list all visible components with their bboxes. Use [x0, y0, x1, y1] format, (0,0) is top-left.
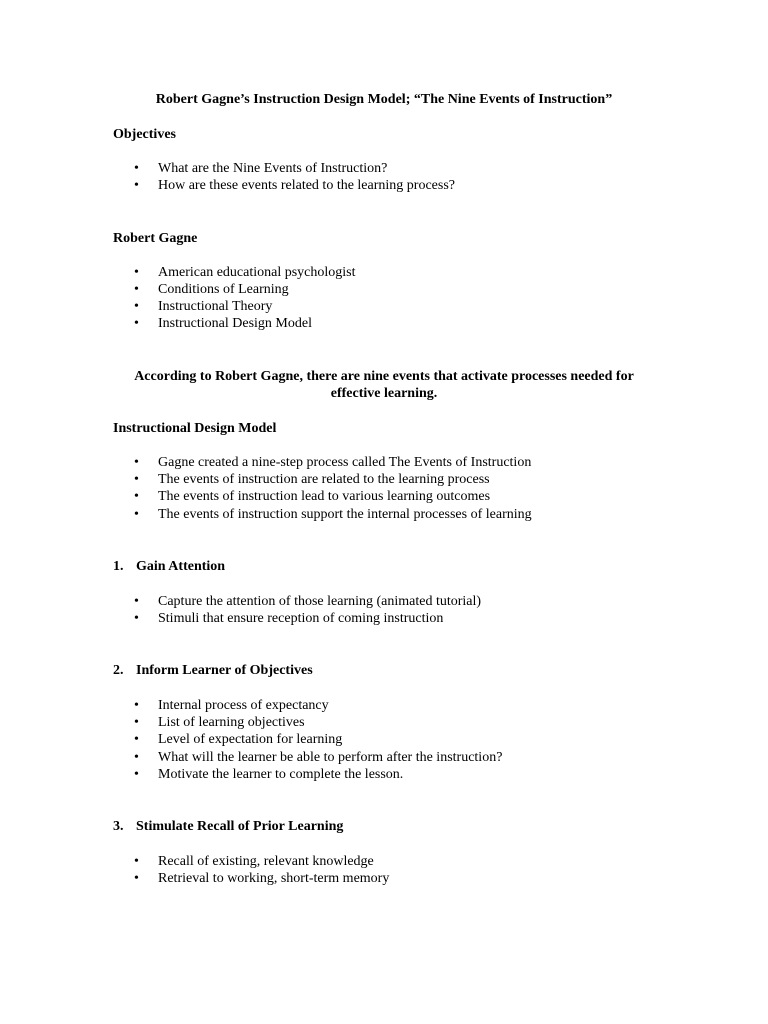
- list-item: American educational psychologist: [158, 265, 356, 280]
- list-item: What are the Nine Events of Instruction?: [158, 161, 388, 176]
- bullet-marker: •: [134, 265, 139, 280]
- bullet-marker: •: [134, 611, 139, 626]
- bullet-marker: •: [134, 854, 139, 869]
- event-number: 1.: [113, 559, 124, 574]
- list-item: Gagne created a nine-step process called The Events of Instruction: [158, 455, 532, 470]
- list-item: The events of instruction lead to various learning outcomes: [158, 489, 491, 504]
- list-item: List of learning objectives: [158, 715, 305, 730]
- event-title: Inform Learner of Objectives: [136, 663, 313, 678]
- list-item: Conditions of Learning: [158, 282, 289, 297]
- bullet-marker: •: [134, 750, 139, 765]
- bullet-marker: •: [134, 316, 139, 331]
- event-title: Stimulate Recall of Prior Learning: [136, 819, 344, 834]
- event-number: 3.: [113, 819, 124, 834]
- list-item: Level of expectation for learning: [158, 732, 343, 747]
- bullet-marker: •: [134, 732, 139, 747]
- list-item: What will the learner be able to perform after the instruction?: [158, 750, 503, 765]
- bullet-marker: •: [134, 871, 139, 886]
- list-item: Instructional Design Model: [158, 316, 312, 331]
- statement-line-2: effective learning.: [330, 386, 438, 401]
- bullet-marker: •: [134, 161, 139, 176]
- bullet-marker: •: [134, 455, 139, 470]
- bullet-marker: •: [134, 698, 139, 713]
- list-item: Retrieval to working, short-term memory: [158, 871, 390, 886]
- list-item: How are these events related to the learning process?: [158, 178, 455, 193]
- bullet-marker: •: [134, 715, 139, 730]
- bullet-marker: •: [134, 489, 139, 504]
- bullet-marker: •: [134, 472, 139, 487]
- list-item: Instructional Theory: [158, 299, 273, 314]
- list-item: Capture the attention of those learning (animated tutorial): [158, 594, 482, 609]
- document-title: Robert Gagne’s Instruction Design Model; “The Nine Events of Instruction”: [155, 92, 613, 107]
- robert-gagne-heading: Robert Gagne: [113, 231, 198, 246]
- event-title: Gain Attention: [136, 559, 226, 574]
- bullet-marker: •: [134, 594, 139, 609]
- list-item: Stimuli that ensure reception of coming instruction: [158, 611, 444, 626]
- bullet-marker: •: [134, 767, 139, 782]
- bullet-marker: •: [134, 282, 139, 297]
- list-item: Motivate the learner to complete the lesson.: [158, 767, 404, 782]
- event-number: 2.: [113, 663, 124, 678]
- objectives-heading: Objectives: [113, 127, 176, 142]
- bullet-marker: •: [134, 178, 139, 193]
- list-item: The events of instruction support the internal processes of learning: [158, 507, 532, 522]
- list-item: Recall of existing, relevant knowledge: [158, 854, 374, 869]
- statement-line-1: According to Robert Gagne, there are nine events that activate processes needed for: [134, 369, 634, 384]
- design-model-heading: Instructional Design Model: [113, 421, 277, 436]
- list-item: Internal process of expectancy: [158, 698, 329, 713]
- list-item: The events of instruction are related to the learning process: [158, 472, 490, 487]
- bullet-marker: •: [134, 299, 139, 314]
- bullet-marker: •: [134, 507, 139, 522]
